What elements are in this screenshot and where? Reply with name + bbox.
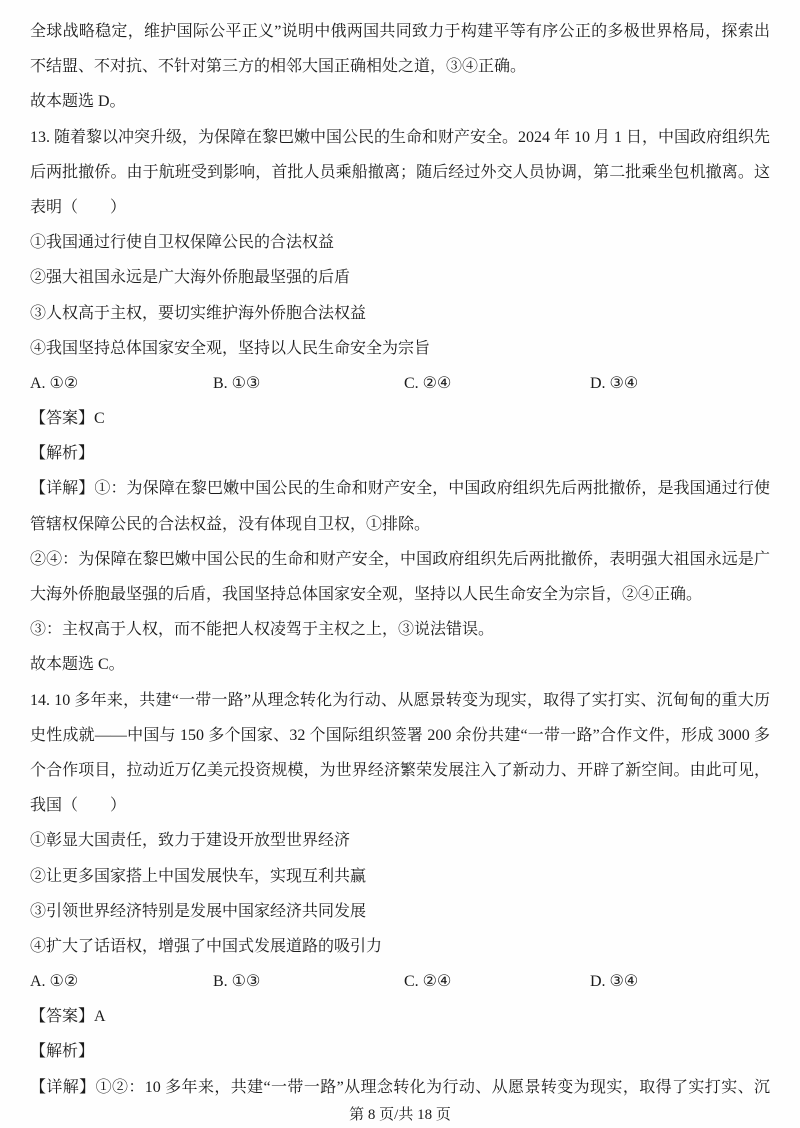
q14-stem-line-1: 14. 10 多年来，共建“一带一路”从理念转化为行动、从愿景转变为现实，取得了实打实、沉甸甸的重大历 [30, 691, 770, 709]
q13-detail-line-3: ②④：为保障在黎巴嫩中国公民的生命和财产安全，中国政府组织先后两批撤侨，表明强大祖国永远是广 [30, 550, 770, 568]
q13-choice-a: A. ①② [30, 374, 79, 392]
q14-statement-2: ②让更多国家搭上中国发展快车，实现互利共赢 [30, 867, 367, 885]
q14-stem-line-3: 个合作项目，拉动近万亿美元投资规模，为世界经济繁荣发展注入了新动力、开辟了新空间。由此可见， [30, 761, 770, 779]
q14-choice-c: C. ②④ [404, 973, 452, 991]
q13-choice-b: B. ①③ [213, 374, 261, 392]
q14-choice-a: A. ①② [30, 973, 79, 991]
q14-choice-b: B. ①③ [213, 973, 261, 991]
q12-explanation-line-2: 不结盟、不对抗、不针对第三方的相邻大国正确相处之道，③④正确。 [30, 58, 527, 76]
q14-detail-line-1: 【详解】①②：10 多年来，共建“一带一路”从理念转化为行动、从愿景转变为现实，取得了实打实、沉 [30, 1078, 770, 1096]
q13-conclusion: 故本题选 C。 [30, 656, 125, 674]
q14-choice-d: D. ③④ [590, 973, 639, 991]
q13-choice-c: C. ②④ [404, 374, 452, 392]
q13-choice-d: D. ③④ [590, 374, 639, 392]
page-number: 第 8 页/共 18 页 [349, 1106, 451, 1123]
q12-explanation-line-1: 全球战略稳定，维护国际公平正义”说明中俄两国共同致力于构建平等有序公正的多极世界格局，探索出 [30, 23, 770, 40]
q14-stem-line-4: 我国（ ） [30, 797, 127, 815]
q13-statement-3: ③人权高于主权，要切实维护海外侨胞合法权益 [30, 304, 367, 322]
q13-detail-line-2: 管辖权保障公民的合法权益，没有体现自卫权，①排除。 [30, 515, 431, 533]
q13-detail-line-5: ③：主权高于人权，而不能把人权凌驾于主权之上，③说法错误。 [30, 621, 495, 639]
q14-answer: 【答案】A [30, 1008, 106, 1026]
q13-detail-line-1: 【详解】①：为保障在黎巴嫩中国公民的生命和财产安全，中国政府组织先后两批撤侨，是我国通过行使 [30, 480, 770, 498]
q13-stem-line-1: 13. 随着黎以冲突升级，为保障在黎巴嫩中国公民的生命和财产安全。2024 年 10 月 1 日，中国政府组织先 [30, 128, 770, 146]
q14-analysis-label: 【解析】 [30, 1043, 95, 1061]
q13-detail-line-4: 大海外侨胞最坚强的后盾，我国坚持总体国家安全观，坚持以人民生命安全为宗旨，②④正确。 [30, 586, 703, 603]
q13-statement-2: ②强大祖国永远是广大海外侨胞最坚强的后盾 [30, 269, 351, 287]
q12-conclusion: 故本题选 D。 [30, 93, 126, 111]
q13-answer: 【答案】C [30, 410, 105, 428]
q14-statement-3: ③引领世界经济特别是发展中国家经济共同发展 [30, 902, 367, 920]
q13-statement-4: ④我国坚持总体国家安全观，坚持以人民生命安全为宗旨 [30, 339, 431, 357]
q14-statement-4: ④扩大了话语权，增强了中国式发展道路的吸引力 [30, 937, 383, 955]
q13-analysis-label: 【解析】 [30, 445, 95, 463]
q14-stem-line-2: 史性成就——中国与 150 多个国家、32 个国际组织签署 200 余份共建“一带一路”合作文件，形成 3000 多 [30, 726, 770, 744]
q13-stem-line-2: 后两批撤侨。由于航班受到影响，首批人员乘船撤离；随后经过外交人员协调，第二批乘坐包机撤离。这 [30, 163, 770, 181]
q13-choices-row [30, 366, 770, 401]
q14-choices-row [30, 964, 770, 999]
q14-statement-1: ①彰显大国责任，致力于建设开放型世界经济 [30, 832, 351, 850]
q13-statement-1: ①我国通过行使自卫权保障公民的合法权益 [30, 234, 335, 252]
document-body [30, 14, 770, 1125]
q13-stem-line-3: 表明（ ） [30, 198, 127, 216]
